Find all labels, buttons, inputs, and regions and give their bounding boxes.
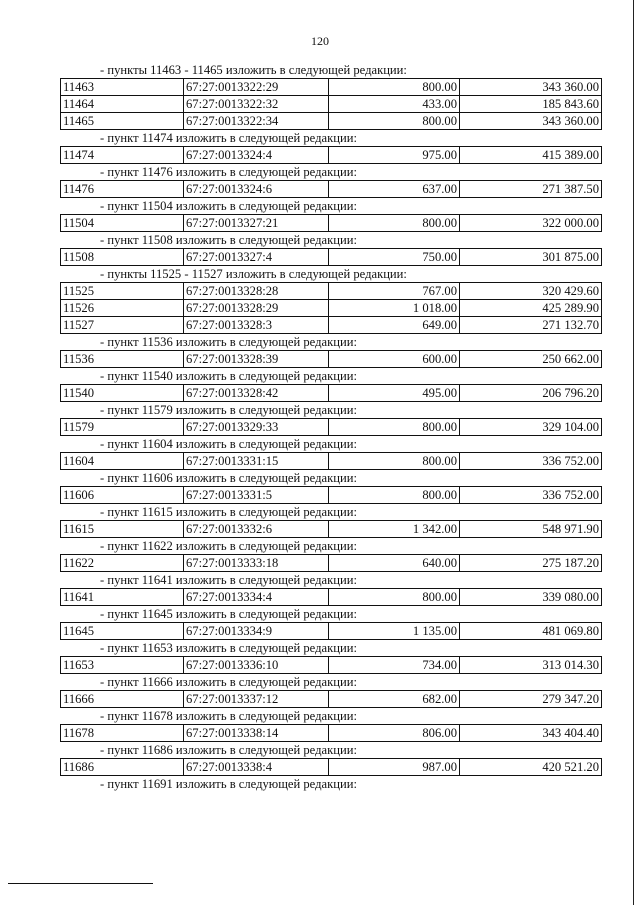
section-heading: - пункты 11463 - 11465 изложить в следующей редакции: [100,63,407,77]
section-heading: - пункт 11579 изложить в следующей редакции: [100,403,357,417]
cadastral-number-cell: 67:27:0013327:21 [184,215,329,232]
edit-table [60,248,602,266]
cadastral-number-cell: 67:27:0013334:4 [184,589,329,606]
edit-table [60,690,602,708]
edit-table [60,758,602,776]
value-cell: 275 187.20 [460,555,602,572]
table-row [61,215,602,232]
area-cell: 800.00 [329,113,460,130]
value-cell: 548 971.90 [460,521,602,538]
area-cell: 767.00 [329,283,460,300]
table-row [61,487,602,504]
edit-table [60,214,602,232]
area-cell: 800.00 [329,419,460,436]
area-cell: 495.00 [329,385,460,402]
edit-table [60,418,602,436]
section-heading: - пункт 11691 изложить в следующей редакции: [100,777,357,791]
cadastral-number-cell: 67:27:0013331:15 [184,453,329,470]
cadastral-number-cell: 67:27:0013337:12 [184,691,329,708]
page-number: 120 [311,34,329,48]
cadastral-number-cell: 67:27:0013331:5 [184,487,329,504]
value-cell: 343 360.00 [460,79,602,96]
table-row [61,317,602,334]
page-edge [633,0,634,905]
area-cell: 433.00 [329,96,460,113]
area-cell: 800.00 [329,589,460,606]
section-heading: - пункт 11508 изложить в следующей редакции: [100,233,357,247]
area-cell: 806.00 [329,725,460,742]
cadastral-number-cell: 67:27:0013338:4 [184,759,329,776]
section-heading: - пункт 11641 изложить в следующей редакции: [100,573,357,587]
item-number-cell: 11536 [61,351,184,368]
area-cell: 987.00 [329,759,460,776]
table-row [61,589,602,606]
value-cell: 320 429.60 [460,283,602,300]
item-number-cell: 11678 [61,725,184,742]
cadastral-number-cell: 67:27:0013322:34 [184,113,329,130]
section-heading: - пункт 11686 изложить в следующей редакции: [100,743,357,757]
edit-table [60,656,602,674]
item-number-cell: 11579 [61,419,184,436]
table-row [61,623,602,640]
value-cell: 336 752.00 [460,453,602,470]
cadastral-number-cell: 67:27:0013332:6 [184,521,329,538]
area-cell: 640.00 [329,555,460,572]
cadastral-number-cell: 67:27:0013328:3 [184,317,329,334]
item-number-cell: 11508 [61,249,184,266]
area-cell: 800.00 [329,79,460,96]
value-cell: 481 069.80 [460,623,602,640]
edit-table [60,520,602,538]
edit-table [60,146,602,164]
item-number-cell: 11641 [61,589,184,606]
table-row [61,759,602,776]
table-row [61,79,602,96]
area-cell: 1 342.00 [329,521,460,538]
area-cell: 975.00 [329,147,460,164]
table-row [61,96,602,113]
item-number-cell: 11463 [61,79,184,96]
area-cell: 800.00 [329,487,460,504]
section-heading: - пункты 11525 - 11527 изложить в следующей редакции: [100,267,407,281]
cadastral-number-cell: 67:27:0013336:10 [184,657,329,674]
value-cell: 206 796.20 [460,385,602,402]
item-number-cell: 11464 [61,96,184,113]
item-number-cell: 11622 [61,555,184,572]
section-heading: - пункт 11540 изложить в следующей редакции: [100,369,357,383]
table-row [61,521,602,538]
section-heading: - пункт 11476 изложить в следующей редакции: [100,165,357,179]
item-number-cell: 11527 [61,317,184,334]
value-cell: 343 360.00 [460,113,602,130]
item-number-cell: 11526 [61,300,184,317]
table-row [61,113,602,130]
table-row [61,555,602,572]
value-cell: 271 387.50 [460,181,602,198]
section-heading: - пункт 11606 изложить в следующей редакции: [100,471,357,485]
area-cell: 637.00 [329,181,460,198]
section-heading: - пункт 11604 изложить в следующей редакции: [100,437,357,451]
edit-table [60,180,602,198]
cadastral-number-cell: 67:27:0013328:28 [184,283,329,300]
table-row [61,283,602,300]
item-number-cell: 11540 [61,385,184,402]
section-heading: - пункт 11615 изложить в следующей редакции: [100,505,357,519]
cadastral-number-cell: 67:27:0013338:14 [184,725,329,742]
area-cell: 750.00 [329,249,460,266]
cadastral-number-cell: 67:27:0013328:42 [184,385,329,402]
cadastral-number-cell: 67:27:0013324:6 [184,181,329,198]
value-cell: 415 389.00 [460,147,602,164]
section-heading: - пункт 11536 изложить в следующей редакции: [100,335,357,349]
table-row [61,657,602,674]
area-cell: 600.00 [329,351,460,368]
value-cell: 329 104.00 [460,419,602,436]
cadastral-number-cell: 67:27:0013334:9 [184,623,329,640]
value-cell: 301 875.00 [460,249,602,266]
document-body [60,62,602,792]
edit-table [60,282,602,334]
area-cell: 1 018.00 [329,300,460,317]
section-heading: - пункт 11474 изложить в следующей редакции: [100,131,357,145]
item-number-cell: 11604 [61,453,184,470]
table-row [61,725,602,742]
table-row [61,351,602,368]
item-number-cell: 11474 [61,147,184,164]
footer-rule [8,883,153,884]
item-number-cell: 11686 [61,759,184,776]
table-row [61,147,602,164]
table-row [61,385,602,402]
section-heading: - пункт 11666 изложить в следующей редакции: [100,675,357,689]
value-cell: 185 843.60 [460,96,602,113]
table-row [61,691,602,708]
area-cell: 682.00 [329,691,460,708]
cadastral-number-cell: 67:27:0013329:33 [184,419,329,436]
item-number-cell: 11666 [61,691,184,708]
cadastral-number-cell: 67:27:0013327:4 [184,249,329,266]
value-cell: 343 404.40 [460,725,602,742]
edit-table [60,622,602,640]
edit-table [60,452,602,470]
value-cell: 322 000.00 [460,215,602,232]
value-cell: 420 521.20 [460,759,602,776]
table-row [61,453,602,470]
item-number-cell: 11606 [61,487,184,504]
item-number-cell: 11476 [61,181,184,198]
value-cell: 425 289.90 [460,300,602,317]
cadastral-number-cell: 67:27:0013328:29 [184,300,329,317]
cadastral-number-cell: 67:27:0013322:32 [184,96,329,113]
section-heading: - пункт 11504 изложить в следующей редакции: [100,199,357,213]
value-cell: 250 662.00 [460,351,602,368]
cadastral-number-cell: 67:27:0013333:18 [184,555,329,572]
item-number-cell: 11525 [61,283,184,300]
section-heading: - пункт 11645 изложить в следующей редакции: [100,607,357,621]
edit-table [60,384,602,402]
area-cell: 1 135.00 [329,623,460,640]
item-number-cell: 11653 [61,657,184,674]
edit-table [60,554,602,572]
value-cell: 271 132.70 [460,317,602,334]
table-row [61,300,602,317]
edit-table [60,588,602,606]
table-row [61,181,602,198]
edit-table [60,350,602,368]
table-row [61,419,602,436]
cadastral-number-cell: 67:27:0013324:4 [184,147,329,164]
item-number-cell: 11615 [61,521,184,538]
section-heading: - пункт 11622 изложить в следующей редакции: [100,539,357,553]
edit-table [60,78,602,130]
section-heading: - пункт 11653 изложить в следующей редакции: [100,641,357,655]
area-cell: 800.00 [329,215,460,232]
area-cell: 649.00 [329,317,460,334]
cadastral-number-cell: 67:27:0013328:39 [184,351,329,368]
cadastral-number-cell: 67:27:0013322:29 [184,79,329,96]
section-heading: - пункт 11678 изложить в следующей редакции: [100,709,357,723]
edit-table [60,486,602,504]
value-cell: 279 347.20 [460,691,602,708]
item-number-cell: 11504 [61,215,184,232]
value-cell: 336 752.00 [460,487,602,504]
area-cell: 734.00 [329,657,460,674]
edit-table [60,724,602,742]
table-row [61,249,602,266]
area-cell: 800.00 [329,453,460,470]
value-cell: 313 014.30 [460,657,602,674]
item-number-cell: 11645 [61,623,184,640]
value-cell: 339 080.00 [460,589,602,606]
item-number-cell: 11465 [61,113,184,130]
